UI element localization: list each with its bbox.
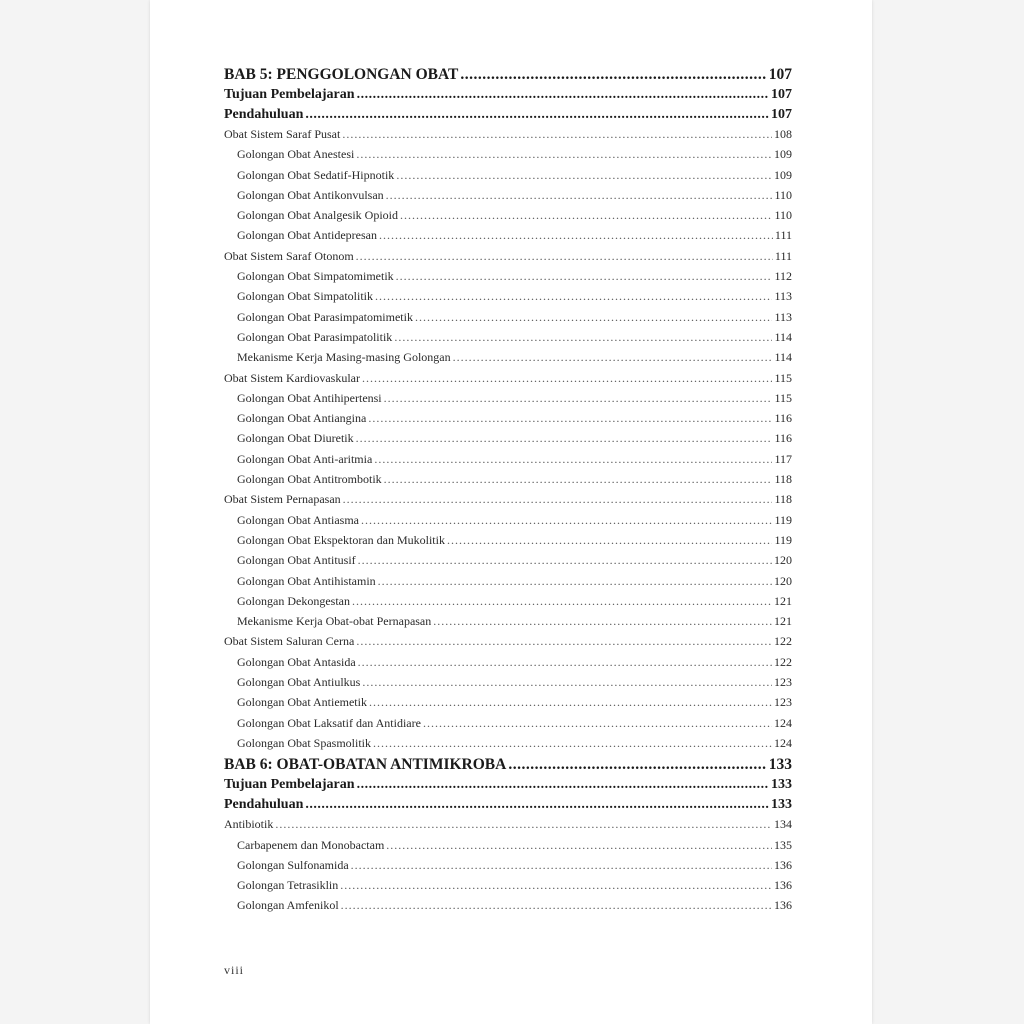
toc-entry-sub bbox=[224, 736, 792, 756]
dot-leader bbox=[357, 87, 769, 103]
toc-entry-page-number: 110 bbox=[774, 208, 792, 223]
toc-entry-page-number: 107 bbox=[771, 87, 792, 102]
toc-entry-page-number: 116 bbox=[774, 431, 792, 446]
toc-entry-label: Golongan Obat Simpatomimetik bbox=[237, 269, 394, 284]
dot-leader bbox=[362, 371, 772, 386]
toc-entry-label: Golongan Amfenikol bbox=[237, 898, 339, 913]
toc-entry-page-number: 108 bbox=[774, 127, 792, 141]
toc-entry-sub bbox=[224, 269, 792, 289]
toc-entry-page-number: 114 bbox=[774, 350, 792, 365]
toc-entry-label: Antibiotik bbox=[224, 817, 274, 832]
dot-leader bbox=[373, 736, 772, 751]
toc-entry-page-number: 123 bbox=[774, 675, 792, 690]
toc-entry-page-number: 120 bbox=[774, 573, 792, 588]
dot-leader bbox=[374, 452, 772, 467]
toc-entry-label: Golongan Obat Antiulkus bbox=[237, 675, 361, 690]
dot-leader bbox=[368, 411, 772, 426]
toc-entry-sub bbox=[224, 898, 792, 918]
toc-entry-page-number: 115 bbox=[774, 390, 792, 405]
toc-entry-label: Golongan Obat Simpatolitik bbox=[237, 289, 373, 304]
dot-leader bbox=[343, 492, 773, 507]
dot-leader bbox=[396, 168, 772, 183]
toc-entry-heading bbox=[224, 777, 792, 797]
toc-entry-sub bbox=[224, 431, 792, 451]
toc-entry-label: Golongan Obat Ekspektoran dan Mukolitik bbox=[237, 532, 445, 547]
toc-entry-page-number: 120 bbox=[774, 553, 792, 568]
dot-leader bbox=[351, 858, 772, 873]
dot-leader bbox=[415, 310, 772, 325]
toc-entry-sub bbox=[224, 858, 792, 878]
toc-entry-label: BAB 6: OBAT-OBATAN ANTIMIKROBA bbox=[224, 756, 507, 774]
dot-leader bbox=[386, 838, 772, 853]
dot-leader bbox=[356, 249, 773, 264]
toc-entry-page-number: 124 bbox=[774, 735, 792, 750]
toc-entry-page-number: 117 bbox=[774, 451, 792, 466]
toc-entry-page-number: 133 bbox=[768, 756, 792, 774]
toc-entry-sub bbox=[224, 695, 792, 715]
toc-entry-heading bbox=[224, 107, 792, 127]
toc-entry-label: Golongan Obat Analgesik Opioid bbox=[237, 208, 398, 223]
dot-leader bbox=[508, 756, 766, 774]
toc-entry-label: BAB 5: PENGGOLONGAN OBAT bbox=[224, 66, 459, 83]
toc-entry-page-number: 110 bbox=[774, 187, 792, 202]
toc-entry-page-number: 135 bbox=[774, 837, 792, 852]
dot-leader bbox=[460, 66, 766, 84]
toc-entry-section bbox=[224, 817, 792, 837]
toc-entry-label: Tujuan Pembelajaran bbox=[224, 87, 355, 102]
toc-entry-label: Pendahuluan bbox=[224, 107, 304, 122]
toc-entry-label: Golongan Obat Laksatif dan Antidiare bbox=[237, 715, 421, 730]
dot-leader bbox=[342, 127, 772, 142]
toc-entry-page-number: 111 bbox=[774, 228, 792, 243]
toc-entry-sub bbox=[224, 168, 792, 188]
toc-entry-sub bbox=[224, 310, 792, 330]
toc-entry-page-number: 122 bbox=[774, 654, 792, 669]
dot-leader bbox=[433, 614, 772, 629]
toc-entry-page-number: 133 bbox=[771, 797, 792, 813]
dot-leader bbox=[400, 208, 772, 223]
toc-entry-label: Golongan Obat Antihistamin bbox=[237, 573, 376, 588]
footer-page-number: viii bbox=[224, 963, 245, 977]
toc-entry-label: Obat Sistem Saraf Pusat bbox=[224, 127, 341, 141]
toc-entry-page-number: 119 bbox=[774, 532, 792, 547]
toc-entry-heading bbox=[224, 797, 792, 817]
toc-entry-label: Golongan Obat Antiasma bbox=[237, 512, 359, 527]
toc-entry-label: Golongan Obat Sedatif-Hipnotik bbox=[237, 167, 395, 182]
dot-leader bbox=[378, 574, 772, 589]
toc-entry-label: Carbapenem dan Monobactam bbox=[237, 837, 385, 852]
dot-leader bbox=[375, 289, 772, 304]
toc-entry-label: Golongan Obat Spasmolitik bbox=[237, 735, 371, 750]
toc-entry-section bbox=[224, 492, 792, 512]
dot-leader bbox=[379, 228, 773, 243]
toc-entry-page-number: 114 bbox=[774, 329, 792, 344]
toc-entry-label: Pendahuluan bbox=[224, 797, 304, 813]
toc-entry-page-number: 109 bbox=[774, 147, 792, 162]
toc-entry-heading bbox=[224, 87, 792, 107]
toc-entry-sub bbox=[224, 330, 792, 350]
toc-entry-label: Golongan Obat Antiemetik bbox=[237, 695, 367, 710]
toc-entry-chapter bbox=[224, 66, 792, 87]
toc-entry-page-number: 118 bbox=[774, 472, 792, 487]
toc-entry-label: Tujuan Pembelajaran bbox=[224, 777, 355, 793]
dot-leader bbox=[340, 878, 772, 893]
toc-entry-chapter bbox=[224, 756, 792, 777]
toc-entry-label: Golongan Obat Antiangina bbox=[237, 411, 367, 426]
dot-leader bbox=[369, 695, 772, 710]
dot-leader bbox=[394, 330, 772, 345]
toc-entry-page-number: 121 bbox=[774, 593, 792, 608]
toc-entry-label: Golongan Tetrasiklin bbox=[237, 878, 339, 893]
document-page bbox=[150, 0, 872, 1024]
toc-entry-section bbox=[224, 249, 792, 269]
toc-entry-sub bbox=[224, 472, 792, 492]
dot-leader bbox=[358, 553, 772, 568]
toc-entry-sub bbox=[224, 188, 792, 208]
toc-entry-page-number: 118 bbox=[774, 492, 792, 507]
toc-entry-label: Obat Sistem Kardiovaskular bbox=[224, 370, 360, 385]
toc-entry-page-number: 113 bbox=[774, 309, 792, 324]
dot-leader bbox=[362, 675, 772, 690]
dot-leader bbox=[361, 513, 772, 528]
dot-leader bbox=[396, 269, 773, 284]
toc-entry-page-number: 109 bbox=[774, 167, 792, 182]
toc-entry-page-number: 121 bbox=[774, 614, 792, 629]
dot-leader bbox=[275, 817, 772, 832]
toc-entry-label: Golongan Dekongestan bbox=[237, 593, 350, 608]
toc-entry-sub bbox=[224, 411, 792, 431]
toc-entry-sub bbox=[224, 452, 792, 472]
toc-entry-page-number: 112 bbox=[774, 269, 792, 284]
toc-entry-sub bbox=[224, 228, 792, 248]
toc-entry-page-number: 111 bbox=[774, 248, 792, 263]
toc-entry-sub bbox=[224, 594, 792, 614]
dot-leader bbox=[386, 188, 773, 203]
dot-leader bbox=[384, 472, 773, 487]
toc-entry-page-number: 116 bbox=[774, 411, 792, 426]
toc-entry-label: Golongan Obat Antikonvulsan bbox=[237, 187, 384, 202]
toc-entry-sub bbox=[224, 513, 792, 533]
toc-entry-label: Golongan Obat Anestesi bbox=[237, 147, 355, 162]
toc-entry-label: Mekanisme Kerja Obat-obat Pernapasan bbox=[237, 614, 432, 629]
toc-entry-sub bbox=[224, 208, 792, 228]
toc-entry-label: Golongan Obat Antasida bbox=[237, 654, 356, 669]
toc-entry-page-number: 122 bbox=[774, 634, 792, 649]
dot-leader bbox=[384, 391, 773, 406]
toc-entry-label: Golongan Obat Antitrombotik bbox=[237, 472, 382, 487]
table-of-contents bbox=[224, 66, 792, 919]
toc-entry-sub bbox=[224, 878, 792, 898]
toc-entry-page-number: 113 bbox=[774, 289, 792, 304]
toc-entry-page-number: 107 bbox=[771, 107, 792, 122]
toc-entry-sub bbox=[224, 553, 792, 573]
toc-entry-label: Golongan Obat Diuretik bbox=[237, 431, 354, 446]
toc-entry-label: Golongan Obat Anti-aritmia bbox=[237, 451, 373, 466]
toc-entry-page-number: 119 bbox=[774, 512, 792, 527]
toc-entry-sub bbox=[224, 614, 792, 634]
toc-entry-sub bbox=[224, 391, 792, 411]
toc-entry-page-number: 107 bbox=[768, 66, 792, 83]
toc-entry-label: Golongan Obat Parasimpatomimetik bbox=[237, 309, 413, 324]
dot-leader bbox=[305, 107, 769, 123]
toc-entry-label: Obat Sistem Saluran Cerna bbox=[224, 634, 355, 649]
toc-entry-page-number: 136 bbox=[774, 878, 792, 893]
dot-leader bbox=[352, 594, 772, 609]
toc-entry-label: Golongan Obat Antitusif bbox=[237, 553, 356, 568]
toc-entry-label: Golongan Obat Antihipertensi bbox=[237, 390, 382, 405]
toc-entry-page-number: 136 bbox=[774, 898, 792, 913]
toc-entry-sub bbox=[224, 675, 792, 695]
dot-leader bbox=[356, 634, 772, 649]
toc-entry-sub bbox=[224, 350, 792, 370]
toc-entry-sub bbox=[224, 147, 792, 167]
toc-entry-sub bbox=[224, 574, 792, 594]
toc-entry-page-number: 124 bbox=[774, 715, 792, 730]
toc-entry-section bbox=[224, 634, 792, 654]
dot-leader bbox=[341, 898, 772, 913]
toc-entry-page-number: 133 bbox=[771, 777, 792, 793]
toc-entry-page-number: 123 bbox=[774, 695, 792, 710]
toc-entry-page-number: 134 bbox=[774, 817, 792, 832]
dot-leader bbox=[358, 655, 772, 670]
toc-entry-section bbox=[224, 127, 792, 147]
dot-leader bbox=[356, 431, 773, 446]
toc-entry-label: Golongan Obat Antidepresan bbox=[237, 228, 377, 243]
toc-entry-label: Golongan Sulfonamida bbox=[237, 857, 349, 872]
toc-entry-label: Obat Sistem Pernapasan bbox=[224, 492, 341, 507]
dot-leader bbox=[357, 777, 769, 793]
toc-entry-section bbox=[224, 371, 792, 391]
toc-entry-sub bbox=[224, 533, 792, 553]
dot-leader bbox=[305, 797, 769, 813]
toc-entry-sub bbox=[224, 655, 792, 675]
toc-entry-sub bbox=[224, 289, 792, 309]
toc-entry-label: Golongan Obat Parasimpatolitik bbox=[237, 329, 393, 344]
toc-entry-page-number: 115 bbox=[774, 370, 792, 385]
toc-entry-page-number: 136 bbox=[774, 857, 792, 872]
dot-leader bbox=[423, 716, 772, 731]
dot-leader bbox=[453, 350, 773, 365]
toc-entry-sub bbox=[224, 838, 792, 858]
dot-leader bbox=[447, 533, 772, 548]
toc-entry-label: Obat Sistem Saraf Otonom bbox=[224, 248, 354, 263]
toc-entry-label: Mekanisme Kerja Masing-masing Golongan bbox=[237, 350, 451, 365]
dot-leader bbox=[356, 147, 772, 162]
toc-entry-sub bbox=[224, 716, 792, 736]
